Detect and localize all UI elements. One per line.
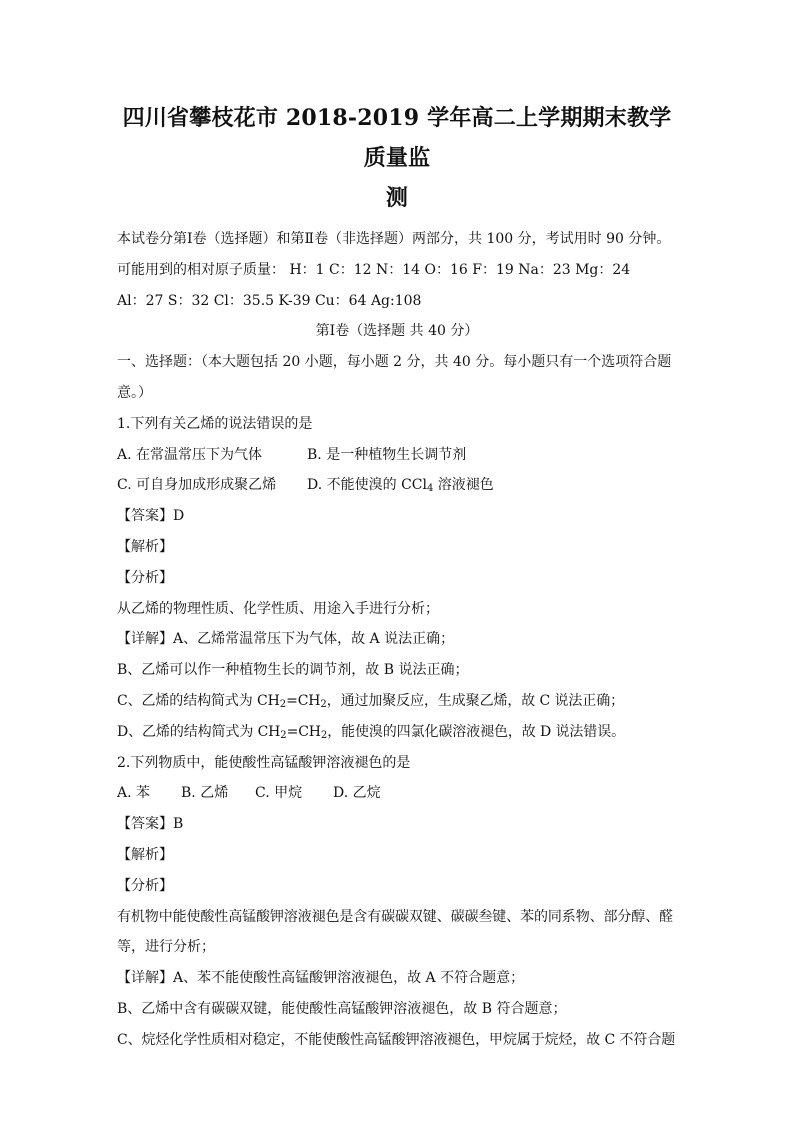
instruction-line-1: 一、选择题：（本大题包括 20 小题，每小题 2 分，共 40 分。每小题只有一个选项符合题	[117, 354, 672, 371]
q1-detail-c-prefix: C、乙烯的结构简式为 CH	[117, 692, 280, 709]
q1-jiexi-heading: 【解析】	[117, 538, 173, 555]
q1-detail-d-sub-2: 2	[320, 729, 328, 741]
q1-option-d	[307, 470, 494, 501]
q1-detail-a-text: A、乙烯常温常压下为气体，故 A 说法正确；	[173, 631, 455, 648]
question-2-options	[117, 778, 677, 809]
q2-option-a: A. 苯	[117, 785, 151, 802]
q1-detail-c	[117, 686, 677, 717]
instruction-line-2: 意。）	[117, 384, 152, 401]
q1-option-d-prefix: D. 不能使溴的 CCl	[307, 477, 427, 494]
q2-answer: 【答案】B	[117, 816, 184, 833]
q1-detail-c-sub-2: 2	[320, 698, 327, 710]
section-heading: 第Ⅰ卷（选择题 共 40 分）	[315, 323, 479, 340]
q2-option-d: D. 乙烷	[333, 785, 381, 802]
q1-detail-b: B、乙烯可以作一种植物生长的调节剂，故 B 说法正确；	[117, 662, 469, 679]
q1-detail-d-suffix: ，能使溴的四氯化碳溶液褪色，故 D 说法错误。	[327, 723, 626, 740]
q1-fenxi-heading: 【分析】	[117, 569, 173, 586]
document-title	[117, 98, 677, 218]
q1-detail-c-suffix: ，通过加聚反应，生成聚乙烯，故 C 说法正确；	[326, 692, 624, 709]
q1-detail-d-sub-1: 2	[280, 729, 287, 741]
atomic-masses-line-1: 可能用到的相对原子质量： H：1 C：12 N：14 O：16 F：19 Na：23 Mg：24	[117, 261, 631, 278]
q1-detail-d-mid: =CH	[286, 723, 321, 740]
q1-detail-d	[117, 717, 677, 748]
document-content	[117, 98, 677, 1056]
title-line-1: 四川省攀枝花市 2018-2019 学年高二上学期期末教学质量监	[122, 105, 672, 171]
exam-intro: 本试卷分第Ⅰ卷（选择题）和第Ⅱ卷（非选择题）两部分，共 100 分，考试用时 90 分钟。	[117, 231, 671, 247]
q1-answer: 【答案】D	[117, 508, 185, 525]
question-1: 1.下列有关乙烯的说法错误的是	[117, 415, 313, 432]
q2-detail-b: B、乙烯中含有碳碳双键，能使酸性高锰酸钾溶液褪色，故 B 符合题意；	[117, 1000, 567, 1017]
q1-detail-c-mid: =CH	[286, 692, 321, 709]
q2-detail-a	[117, 963, 677, 994]
q1-analysis: 从乙烯的物理性质、化学性质、用途入手进行分析；	[117, 600, 439, 617]
question-1-options-row-1	[117, 440, 677, 471]
atomic-masses-line-2: Al：27 S：32 Cl：35.5 K-39 Cu：64 Ag:108	[117, 292, 422, 309]
q1-detail-c-sub-1: 2	[279, 698, 287, 710]
question-2: 2.下列物质中，能使酸性高锰酸钾溶液褪色的是	[117, 754, 411, 771]
q2-detail-label: 【详解】	[117, 970, 173, 987]
q2-jiexi-heading: 【解析】	[117, 846, 173, 863]
q1-detail-a	[117, 624, 677, 655]
q1-option-d-subscript: 4	[426, 483, 434, 495]
question-1-options-row-2	[117, 470, 677, 501]
q2-analysis-line-1: 有机物中能使酸性高锰酸钾溶液褪色是含有碳碳双键、碳碳叁键、苯的同系物、部分醇、醛	[117, 908, 673, 925]
q2-analysis-line-2: 等，进行分析；	[117, 939, 215, 956]
q1-option-c: C. 可自身加成形成聚乙烯	[117, 477, 277, 494]
q2-detail-c: C、烷烃化学性质相对稳定，不能使酸性高锰酸钾溶液褪色，甲烷属于烷烃，故 C 不符合题	[117, 1031, 676, 1048]
q2-fenxi-heading: 【分析】	[117, 877, 173, 894]
q1-detail-label: 【详解】	[117, 631, 173, 648]
q2-option-b: B. 乙烯	[181, 785, 229, 802]
q1-option-d-suffix: 溶液褪色	[433, 477, 494, 494]
q2-option-c: C. 甲烷	[255, 785, 303, 802]
title-line-2: 测	[385, 185, 409, 211]
q2-detail-a-text: A、苯不能使酸性高锰酸钾溶液褪色，故 A 不符合题意；	[173, 970, 525, 987]
q1-option-a: A. 在常温常压下为气体	[117, 446, 263, 463]
q1-option-b: B. 是一种植物生长调节剂	[307, 446, 467, 463]
q1-detail-d-prefix: D、乙烯的结构简式为 CH	[117, 723, 281, 740]
